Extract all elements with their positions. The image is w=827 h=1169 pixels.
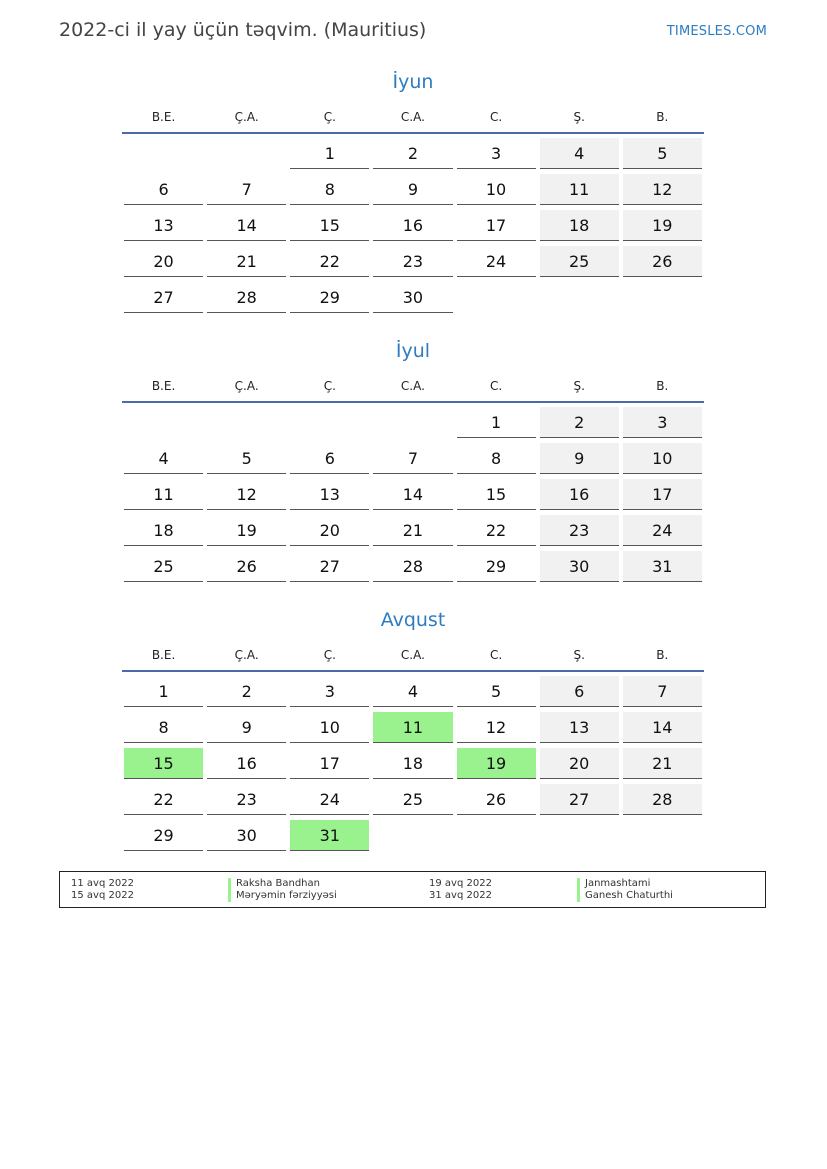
page-title: 2022-ci il yay üçün təqvim. (Mauritius) — [59, 19, 427, 41]
weekday-label: Ş. — [573, 110, 585, 124]
holiday-day-cell: 15 — [124, 748, 203, 779]
day-cell: 8 — [124, 712, 203, 743]
day-cell: 19 — [623, 210, 702, 241]
weekday-label: C. — [489, 648, 503, 662]
weekday-label: C.A. — [400, 110, 425, 124]
day-cell: 23 — [540, 515, 619, 546]
empty-day-cell — [623, 820, 702, 851]
empty-day-cell — [540, 820, 619, 851]
day-cell: 5 — [623, 138, 702, 169]
legend-holiday-name: Ganesh Chaturthi — [577, 890, 673, 902]
month-june — [122, 70, 704, 313]
weekday-header — [122, 110, 704, 134]
weekday-label: C. — [489, 379, 503, 393]
day-cell: 6 — [290, 443, 369, 474]
weekday-label: Ş. — [573, 648, 585, 662]
day-cell: 20 — [290, 515, 369, 546]
day-cell: 14 — [373, 479, 452, 510]
day-cell: 21 — [373, 515, 452, 546]
holiday-legend — [59, 871, 766, 908]
day-cell: 16 — [207, 748, 286, 779]
day-cell: 15 — [457, 479, 536, 510]
legend-holiday-name: Raksha Bandhan — [228, 878, 320, 890]
day-cell: 7 — [373, 443, 452, 474]
day-cell: 30 — [373, 282, 452, 313]
day-cell: 1 — [290, 138, 369, 169]
day-cell: 6 — [124, 174, 203, 205]
day-cell: 8 — [457, 443, 536, 474]
day-cell: 29 — [124, 820, 203, 851]
empty-day-cell — [207, 138, 286, 169]
day-cell: 1 — [124, 676, 203, 707]
month-title: İyun — [392, 71, 434, 93]
weekday-label: Ş. — [573, 379, 585, 393]
day-cell: 4 — [373, 676, 452, 707]
day-cell: 5 — [457, 676, 536, 707]
weekday-label: B. — [656, 379, 669, 393]
day-cell: 28 — [623, 784, 702, 815]
day-cell: 7 — [207, 174, 286, 205]
day-cell: 4 — [124, 443, 203, 474]
month-august — [122, 608, 704, 851]
day-cell: 22 — [124, 784, 203, 815]
day-cell: 22 — [457, 515, 536, 546]
day-grid — [124, 407, 704, 582]
day-cell: 5 — [207, 443, 286, 474]
month-title: İyul — [395, 340, 431, 362]
day-cell: 17 — [457, 210, 536, 241]
day-cell: 18 — [373, 748, 452, 779]
day-cell: 1 — [457, 407, 536, 438]
weekday-label: B. — [656, 110, 669, 124]
day-cell: 10 — [290, 712, 369, 743]
day-cell: 25 — [540, 246, 619, 277]
legend-date: 15 avq 2022 — [71, 890, 134, 901]
holiday-day-cell: 19 — [457, 748, 536, 779]
day-cell: 21 — [207, 246, 286, 277]
day-cell: 13 — [124, 210, 203, 241]
day-cell: 29 — [290, 282, 369, 313]
weekday-label: B. — [656, 648, 669, 662]
day-cell: 18 — [124, 515, 203, 546]
holiday-day-cell: 11 — [373, 712, 452, 743]
day-cell: 24 — [623, 515, 702, 546]
day-cell: 3 — [290, 676, 369, 707]
day-cell: 25 — [373, 784, 452, 815]
day-cell: 2 — [207, 676, 286, 707]
month-july — [122, 339, 704, 582]
day-cell: 27 — [540, 784, 619, 815]
legend-holiday-name: Janmashtami — [577, 878, 650, 890]
site-link[interactable]: TIMESLES.COM — [666, 24, 767, 39]
day-cell: 24 — [457, 246, 536, 277]
day-cell: 28 — [373, 551, 452, 582]
day-cell: 6 — [540, 676, 619, 707]
holiday-day-cell: 31 — [290, 820, 369, 851]
weekday-label: C.A. — [400, 648, 425, 662]
day-cell: 9 — [540, 443, 619, 474]
weekday-label: B.E. — [151, 648, 176, 662]
day-cell: 8 — [290, 174, 369, 205]
day-cell: 11 — [124, 479, 203, 510]
day-cell: 26 — [457, 784, 536, 815]
legend-holiday-name: Məryəmin fərziyyəsi — [228, 890, 337, 902]
day-cell: 26 — [623, 246, 702, 277]
day-cell: 10 — [457, 174, 536, 205]
day-cell: 23 — [207, 784, 286, 815]
day-cell: 20 — [124, 246, 203, 277]
day-cell: 30 — [207, 820, 286, 851]
day-cell: 4 — [540, 138, 619, 169]
legend-date: 19 avq 2022 — [429, 878, 492, 889]
weekday-label: Ç. — [323, 110, 336, 124]
legend-date: 11 avq 2022 — [71, 878, 134, 889]
empty-day-cell — [373, 407, 452, 438]
day-cell: 7 — [623, 676, 702, 707]
weekday-label: C. — [489, 110, 503, 124]
empty-day-cell — [457, 282, 536, 313]
day-cell: 14 — [623, 712, 702, 743]
day-cell: 30 — [540, 551, 619, 582]
day-cell: 28 — [207, 282, 286, 313]
day-cell: 13 — [540, 712, 619, 743]
day-cell: 13 — [290, 479, 369, 510]
day-cell: 17 — [623, 479, 702, 510]
day-cell: 3 — [623, 407, 702, 438]
empty-day-cell — [373, 820, 452, 851]
day-cell: 29 — [457, 551, 536, 582]
day-grid — [124, 676, 704, 851]
weekday-label: B.E. — [151, 110, 176, 124]
day-cell: 15 — [290, 210, 369, 241]
day-cell: 12 — [207, 479, 286, 510]
day-cell: 27 — [290, 551, 369, 582]
day-cell: 27 — [124, 282, 203, 313]
empty-day-cell — [540, 282, 619, 313]
day-cell: 12 — [623, 174, 702, 205]
weekday-header — [122, 379, 704, 403]
day-cell: 2 — [540, 407, 619, 438]
day-cell: 16 — [373, 210, 452, 241]
weekday-label: Ç. — [323, 379, 336, 393]
day-cell: 2 — [373, 138, 452, 169]
day-cell: 14 — [207, 210, 286, 241]
empty-day-cell — [623, 282, 702, 313]
weekday-label: Ç. — [323, 648, 336, 662]
day-cell: 17 — [290, 748, 369, 779]
day-cell: 18 — [540, 210, 619, 241]
weekday-label: Ç.A. — [234, 648, 259, 662]
legend-date: 31 avq 2022 — [429, 890, 492, 901]
day-cell: 20 — [540, 748, 619, 779]
weekday-label: Ç.A. — [234, 379, 259, 393]
day-cell: 10 — [623, 443, 702, 474]
empty-day-cell — [124, 407, 203, 438]
day-cell: 19 — [207, 515, 286, 546]
day-cell: 9 — [373, 174, 452, 205]
month-title: Avqust — [380, 609, 446, 631]
day-grid — [124, 138, 704, 313]
day-cell: 16 — [540, 479, 619, 510]
day-cell: 12 — [457, 712, 536, 743]
day-cell: 24 — [290, 784, 369, 815]
day-cell: 11 — [540, 174, 619, 205]
empty-day-cell — [290, 407, 369, 438]
empty-day-cell — [207, 407, 286, 438]
empty-day-cell — [457, 820, 536, 851]
day-cell: 31 — [623, 551, 702, 582]
weekday-label: B.E. — [151, 379, 176, 393]
empty-day-cell — [124, 138, 203, 169]
day-cell: 26 — [207, 551, 286, 582]
day-cell: 21 — [623, 748, 702, 779]
weekday-label: Ç.A. — [234, 110, 259, 124]
day-cell: 9 — [207, 712, 286, 743]
weekday-header — [122, 648, 704, 672]
weekday-label: C.A. — [400, 379, 425, 393]
day-cell: 22 — [290, 246, 369, 277]
day-cell: 25 — [124, 551, 203, 582]
day-cell: 3 — [457, 138, 536, 169]
day-cell: 23 — [373, 246, 452, 277]
